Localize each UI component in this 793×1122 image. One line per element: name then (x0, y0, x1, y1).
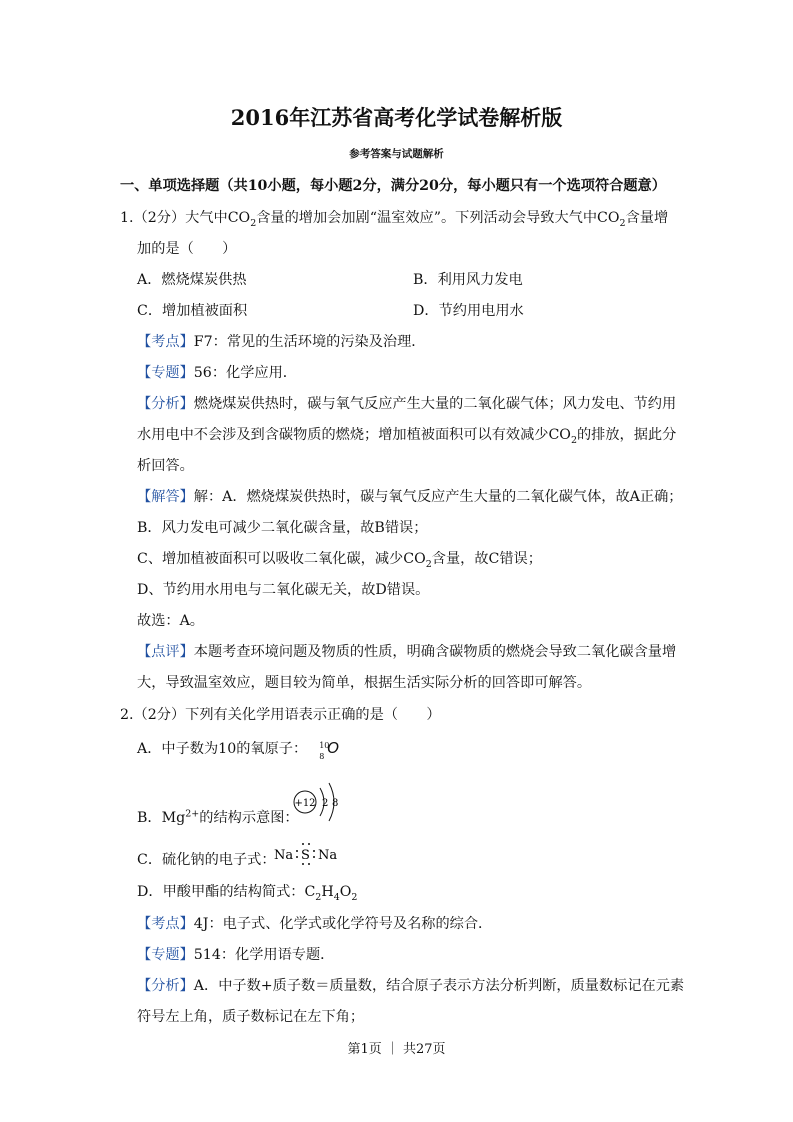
sulfur-symbol: S (301, 848, 310, 863)
kaodian-tag: 【考点】 (137, 916, 194, 932)
page-subtitle: 参考答案与试题解析 (349, 148, 444, 160)
q2-stem: 2.（2分）下列有关化学用语表示正确的是（ ） (120, 707, 441, 723)
shell-electrons-2: 8 (332, 798, 339, 809)
atomic-number: 8 (319, 752, 325, 761)
option-text: O (339, 884, 352, 900)
subscript: 2 (619, 217, 626, 229)
nucleus-charge: +12 (294, 798, 316, 809)
dianping-text: 本题考查环境问题及物质的性质，明确含碳物质的燃烧会导致二氧化碳含量增 (193, 644, 677, 660)
q1-stem-text: 含量增 (625, 210, 669, 226)
jieda-text: 含量，故C错误； (431, 551, 542, 567)
mass-number: 10 (319, 741, 330, 750)
q1-option-d: D．节约用电用水 (413, 303, 524, 319)
subscript: 2 (315, 891, 322, 903)
element-symbol: O (327, 739, 339, 757)
electron-dot (313, 850, 315, 852)
zhuanti-text: 514：化学用语专题． (193, 947, 335, 963)
jieda-text: 解：A．燃烧煤炭供热时，碳与氧气反应产生大量的二氧化碳气体，故A正确； (193, 489, 683, 505)
option-text: H (321, 884, 334, 900)
kaodian-text: F7：常见的生活环境的污染及治理． (193, 334, 426, 350)
electron-dot (302, 843, 304, 845)
q1-jieda-line3 (137, 550, 542, 568)
q1-jieda-line2: B．风力发电可减少二氧化碳含量，故B错误； (137, 520, 428, 536)
fenxi-text: 燃烧煤炭供热时，碳与氧气反应产生大量的二氧化碳气体；风力发电、节约用 (193, 396, 677, 412)
q2-fenxi-line2: 符号左上角，质子数标记在左下角； (137, 1009, 365, 1025)
q1-fenxi-line3: 析回答。 (137, 458, 194, 474)
oxygen-isotope-symbol (319, 739, 345, 759)
option-text: 的结构示意图： (199, 810, 299, 826)
subscript: 2 (351, 891, 358, 903)
electron-dot (302, 863, 304, 865)
electron-dot (308, 863, 310, 865)
q1-option-b: B．利用风力发电 (413, 272, 523, 288)
zhuanti-text: 56：化学应用． (193, 365, 297, 381)
subscript: 4 (333, 891, 340, 903)
dianping-tag: 【点评】 (137, 644, 194, 660)
q1-kaodian (137, 333, 425, 351)
electron-dot (296, 850, 298, 852)
q2-kaodian (137, 915, 492, 933)
subscript: 2 (250, 217, 257, 229)
page-title: 2016年江苏省高考化学试卷解析版 (230, 105, 563, 130)
jieda-text: C、增加植被面积可以吸收二氧化碳，减少CO (137, 551, 426, 567)
kaodian-tag: 【考点】 (137, 334, 194, 350)
jieda-tag: 【解答】 (137, 489, 194, 505)
q1-zhuanti (137, 364, 297, 382)
sodium-symbol: Na (318, 848, 338, 863)
fenxi-text: 的排放，据此分 (576, 427, 677, 443)
subscript: 2 (425, 558, 432, 570)
na2s-electron-formula (272, 840, 342, 870)
q2-option-a (137, 739, 345, 759)
q1-dianping-line2: 大，导致温室效应，题目较为简单，根据生活实际分析的回答即可解答。 (137, 675, 592, 691)
fenxi-tag: 【分析】 (137, 978, 194, 994)
q1-stem-line1 (120, 209, 668, 227)
q1-stem-text: 含量的增加会加剧“温室效应”。下列活动会导致大气中CO (256, 210, 620, 226)
q2-option-c: C．硫化钠的电子式： (137, 852, 276, 868)
sodium-symbol: Na (274, 848, 294, 863)
section-heading: 一、单项选择题（共10小题，每小题2分，满分20分，每小题只有一个选项符合题意） (120, 178, 666, 194)
q1-jieda-line1 (137, 488, 682, 506)
q2-zhuanti (137, 946, 334, 964)
kaodian-text: 4J：电子式、化学式或化学符号及名称的综合． (193, 916, 493, 932)
option-text: B．Mg (137, 810, 186, 826)
superscript: 2+ (185, 808, 200, 820)
mg-ion-structure-diagram (288, 778, 350, 824)
page-footer: 第1页 ｜ 共27页 (347, 1042, 446, 1057)
q2-option-b (137, 809, 299, 827)
q2-fenxi-line1 (137, 977, 684, 995)
q1-stem-line2: 加的是（ ） (137, 241, 237, 257)
q1-option-a: A．燃烧煤炭供热 (137, 272, 247, 288)
q1-jieda-line4: D、节约用水用电与二氧化碳无关，故D错误。 (137, 582, 430, 598)
zhuanti-tag: 【专题】 (137, 365, 194, 381)
zhuanti-tag: 【专题】 (137, 947, 194, 963)
fenxi-tag: 【分析】 (137, 396, 194, 412)
q1-fenxi-line2 (137, 426, 676, 444)
shell-electrons-1: 2 (322, 798, 329, 809)
subscript: 2 (570, 434, 577, 446)
option-text: A．中子数为10的氧原子： (137, 741, 308, 757)
q1-stem-text: 1.（2分）大气中CO (120, 210, 251, 226)
option-text: D．甲酸甲酯的结构简式：C (137, 884, 316, 900)
q1-fenxi-line1 (137, 395, 676, 413)
q1-dianping-line1 (137, 643, 676, 661)
q1-option-c: C．增加植被面积 (137, 303, 248, 319)
electron-dot (313, 856, 315, 858)
fenxi-text: A．中子数+质子数＝质量数，结合原子表示方法分析判断，质量数标记在元素 (193, 978, 685, 994)
fenxi-text: 水用电中不会涉及到含碳物质的燃烧；增加植被面积可以有效减少CO (137, 427, 571, 443)
electron-dot (296, 856, 298, 858)
q2-option-d (137, 883, 357, 901)
q1-jieda-line5: 故选：A。 (137, 613, 204, 629)
electron-dot (308, 843, 310, 845)
